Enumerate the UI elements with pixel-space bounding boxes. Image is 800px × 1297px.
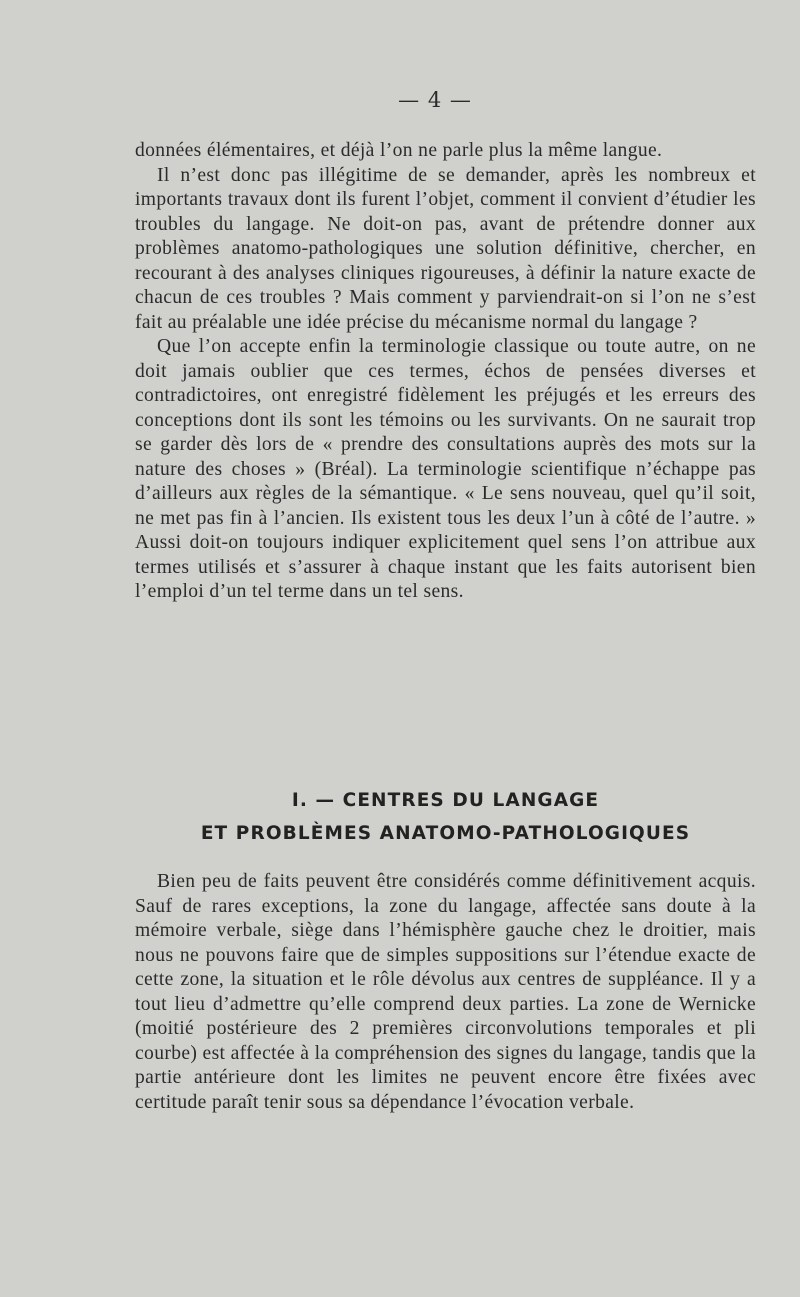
paragraph: Il n’est donc pas illégitime de se demander, après les nombreux et importants travaux dont ils furent l’objet, comment il convient d’étudier les troubles du langage. Ne doit-on pas, avant de prétendre donner aux problèmes anatomo-pathologiques une solution définitive, chercher, en recourant à des analyses cliniques rigoureuses, à définir la nature exacte de chacun de ces troubles ? Mais comment y parviendrait-on si l’on ne s’est fait au préalable une idée précise du mécanisme normal du langage ? [135,164,756,333]
body-text [135,139,756,605]
section-heading-line-1: I. — CENTRES DU LANGAGE [291,790,600,811]
paragraph-continued: données élémentaires, et déjà l’on ne parle plus la même langue. [135,140,663,161]
paragraph: Que l’on accepte enfin la terminologie classique ou toute autre, on ne doit jamais oublier que ces termes, échos de pensées diverses et contradictoires, ont enregistré fidèlement les préjugés et les erreurs des conceptions dont ils sont les témoins ou les survivants. On ne saurait trop se garder dès lors de « prendre des consultations auprès des mots sur la nature des choses » (Bréal). La terminologie scientifique n’échappe pas d’ailleurs aux règles de la sémantique. « Le sens nouveau, quel qu’il soit, ne met pas fin à l’ancien. Ils existent tous les deux l’un à côté de l’autre. » Aussi doit-on toujours indiquer explicitement quel sens l’on attribue aux termes utilisés et s’assurer à chaque instant que les faits autorisent bien l’emploi d’un tel terme dans un tel sens. [135,336,756,602]
section-text [135,870,756,1115]
paragraph: Bien peu de faits peuvent être considérés comme définitivement acquis. Sauf de rares exceptions, la zone du langage, affectée sans doute à la mémoire verbale, siège dans l’hémisphère gauche chez le droitier, mais nous ne pouvons faire que de simples suppositions sur l’étendue exacte de cette zone, la situation et le rôle dévolus aux centres de suppléance. Il y a tout lieu d’admettre qu’elle comprend deux parties. La zone de Wernicke (moitié postérieure des 2 premières circonvolutions temporales et pli courbe) est affectée à la compréhension des signes du langage, tandis que la partie antérieure dont les limites ne peuvent encore être fixées avec certitude paraît tenir sous sa dépendance l’évocation verbale. [135,871,756,1113]
page-number: — 4 — [398,88,472,112]
section-heading-line-2: ET PROBLÈMES ANATOMO-PATHOLOGIQUES [200,823,691,844]
